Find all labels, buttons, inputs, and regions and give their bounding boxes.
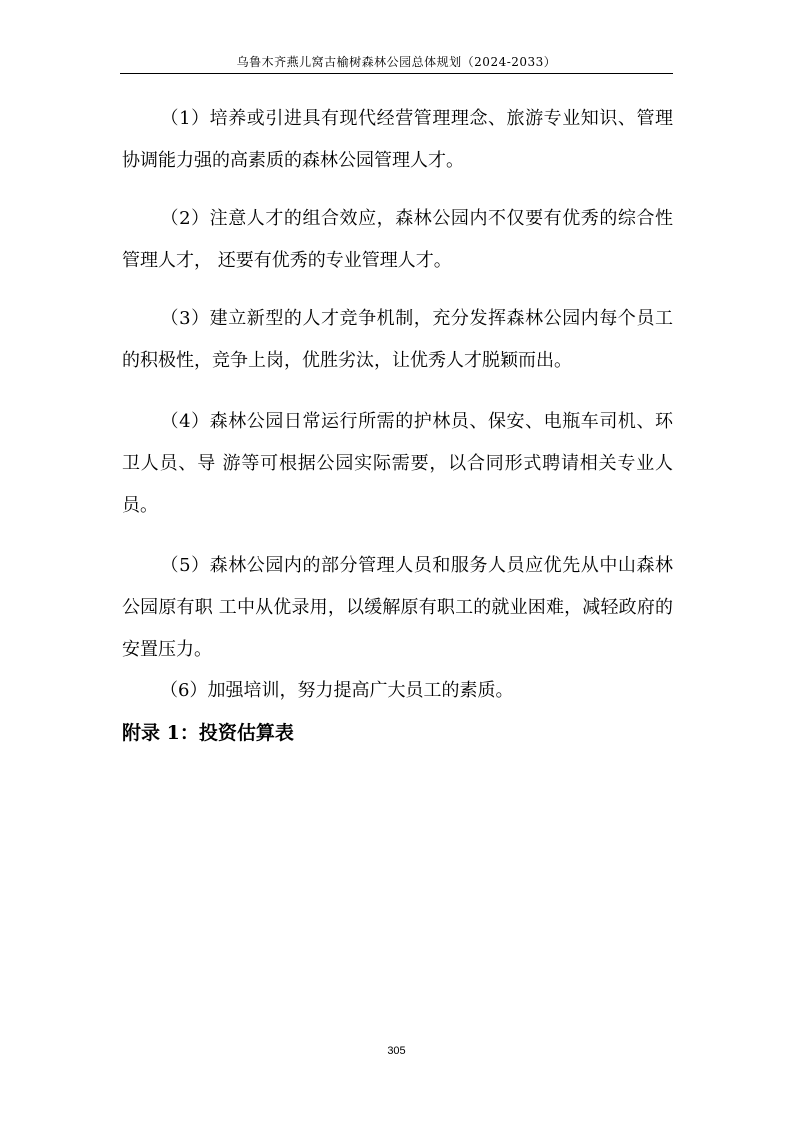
paragraph-5 <box>122 545 673 671</box>
paragraph-text: （3）建立新型的人才竞争机制，充分发挥森林公园内每个员工的积极性，竞争上岗，优胜劣汰，让优秀人才脱颖而出。 <box>122 308 673 371</box>
page-number: 305 <box>387 1045 406 1057</box>
paragraph-1 <box>122 98 673 182</box>
paragraph-text: （1）培养或引进具有现代经营管理理念、旅游专业知识、管理协调能力强的高素质的森林公园管理人才。 <box>122 108 673 171</box>
paragraph-6 <box>122 670 673 712</box>
header-divider <box>120 73 673 74</box>
running-header: 乌鲁木齐燕儿窝古榆树森林公园总体规划（2024-2033） <box>236 55 557 69</box>
paragraph-3 <box>122 298 673 382</box>
paragraph-text: （5）森林公园内的部分管理人员和服务人员应优先从中山森林公园原有职 工中从优录用，以缓解原有职工的就业困难，减轻政府的安置压力。 <box>122 555 673 660</box>
appendix-heading: 附录 1：投资估算表 <box>122 722 294 744</box>
paragraph-text: （2）注意人才的组合效应，森林公园内不仅要有优秀的综合性管理人才， 还要有优秀的专业管理人才。 <box>122 208 673 271</box>
paragraph-text: （6）加强培训，努力提高广大员工的素质。 <box>160 680 514 701</box>
paragraph-4 <box>122 401 673 527</box>
paragraph-2 <box>122 198 673 282</box>
paragraph-text: （4）森林公园日常运行所需的护林员、保安、电瓶车司机、环卫人员、导 游等可根据公园实际需要，以合同形式聘请相关专业人员。 <box>122 411 673 516</box>
